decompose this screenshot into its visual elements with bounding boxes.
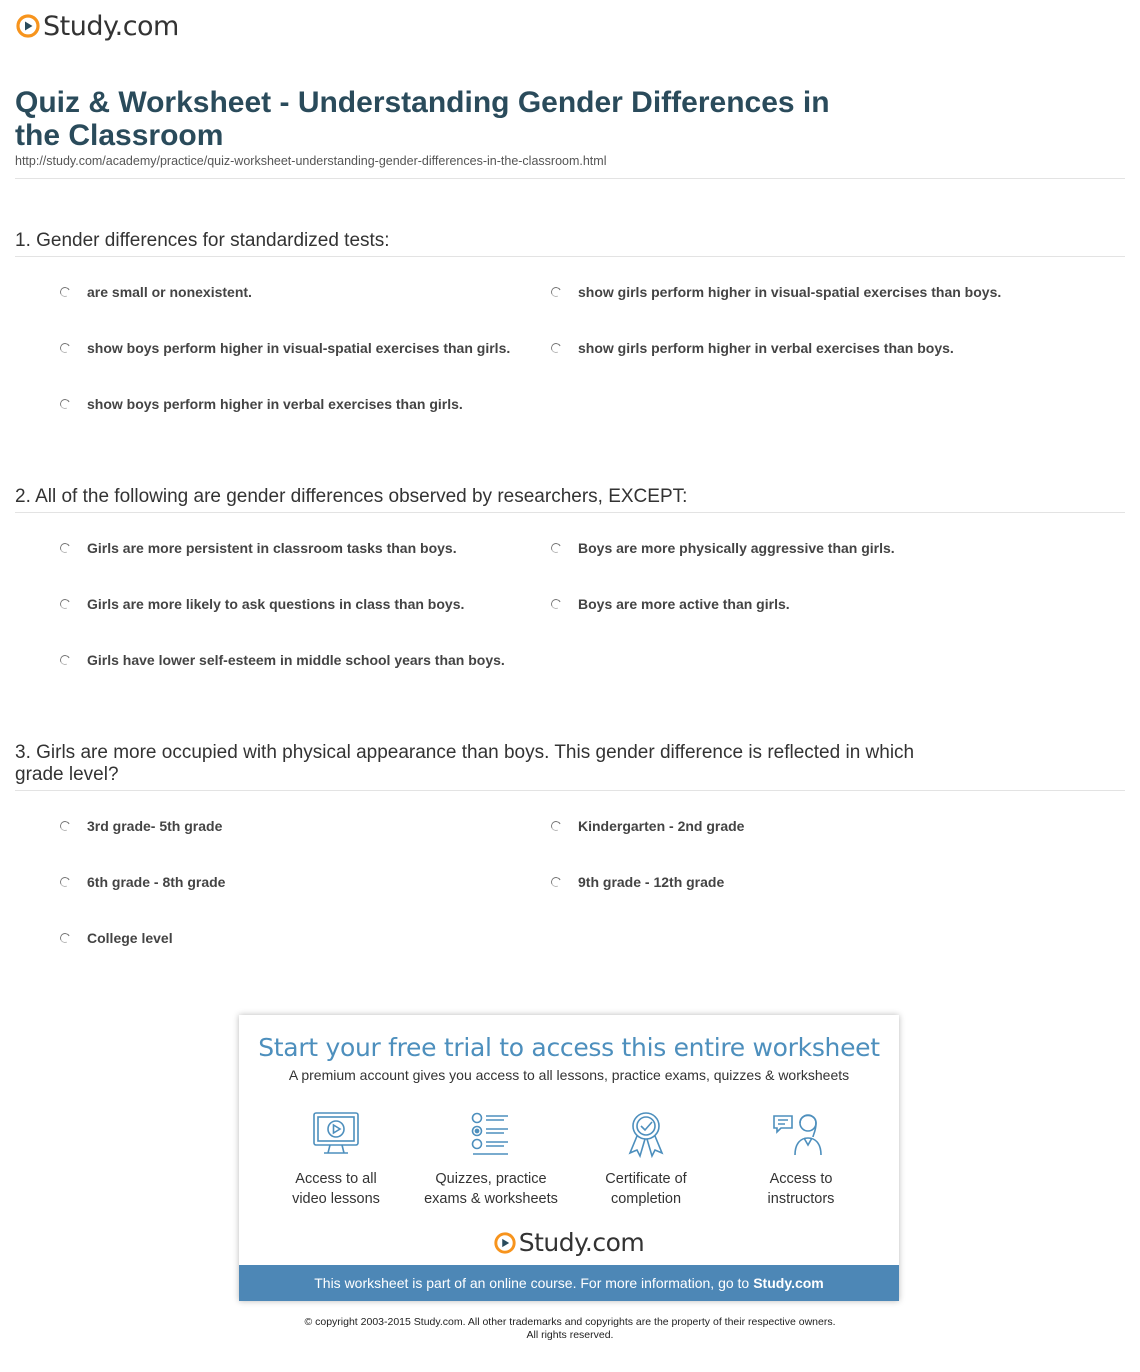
answer-option[interactable] <box>60 652 505 668</box>
answer-label: Boys are more active than girls. <box>578 596 790 612</box>
feature-label-line1: Quizzes, practice <box>435 1171 547 1187</box>
answer-option[interactable] <box>60 818 222 834</box>
radio-button[interactable] <box>550 598 563 611</box>
answer-label: 3rd grade- 5th grade <box>87 818 223 834</box>
answer-option[interactable] <box>551 540 895 556</box>
answer-label: show girls perform higher in verbal exercises than boys. <box>578 340 954 356</box>
feature-label-line1: Access to all <box>295 1171 377 1187</box>
page-url: http://study.com/academy/practice/quiz-worksheet-understanding-gender-differences-in-the-classroom.html <box>15 154 607 168</box>
copyright-line2: All rights reserved. <box>526 1329 614 1341</box>
answer-option[interactable] <box>60 596 464 612</box>
radio-button[interactable] <box>59 542 72 555</box>
quiz-list-icon <box>466 1109 516 1159</box>
answer-label: College level <box>87 930 173 946</box>
answer-option[interactable] <box>551 340 954 356</box>
answer-option[interactable] <box>60 396 463 412</box>
answer-label: Girls have lower self-esteem in middle school years than boys. <box>87 652 505 668</box>
answer-option[interactable] <box>60 930 173 946</box>
radio-button[interactable] <box>59 932 72 945</box>
question-1: 1. Gender differences for standardized tests: <box>15 230 390 251</box>
radio-button[interactable] <box>550 286 563 299</box>
instructor-icon <box>771 1109 831 1159</box>
promo-subtitle: A premium account gives you access to all lessons, practice exams, quizzes & worksheets <box>288 1067 850 1083</box>
course-info-banner <box>239 1265 899 1301</box>
radio-button[interactable] <box>550 820 563 833</box>
feature-label-line2: exams & worksheets <box>424 1191 558 1207</box>
certificate-icon <box>621 1109 671 1159</box>
radio-button[interactable] <box>59 820 72 833</box>
feature-video-lessons <box>261 1109 411 1209</box>
question-3: 3. Girls are more occupied with physical appearance than boys. This gender difference is reflected in which grade level? <box>15 742 915 785</box>
answer-label: show boys perform higher in visual-spatial exercises than girls. <box>87 340 511 356</box>
answer-option[interactable] <box>551 874 724 890</box>
feature-certificate <box>571 1109 721 1209</box>
answer-option[interactable] <box>60 540 457 556</box>
radio-button[interactable] <box>550 342 563 355</box>
radio-button[interactable] <box>550 542 563 555</box>
divider <box>15 256 1125 257</box>
feature-quizzes <box>416 1109 566 1209</box>
question-2: 2. All of the following are gender differences observed by researchers, EXCEPT: <box>15 486 688 507</box>
study-logo-text: Study.com <box>43 10 179 42</box>
answer-label: Girls are more likely to ask questions in class than boys. <box>87 596 465 612</box>
banner-study-link[interactable]: Study.com <box>753 1275 824 1291</box>
answer-label: 9th grade - 12th grade <box>578 874 725 890</box>
radio-button[interactable] <box>550 876 563 889</box>
radio-button[interactable] <box>59 654 72 667</box>
answer-label: Boys are more physically aggressive than girls. <box>578 540 895 556</box>
answer-option[interactable] <box>551 596 790 612</box>
answer-option[interactable] <box>60 340 510 356</box>
answer-option[interactable] <box>60 284 252 300</box>
radio-button[interactable] <box>59 286 72 299</box>
study-logo-icon <box>16 14 40 38</box>
answer-label: Girls are more persistent in classroom tasks than boys. <box>87 540 457 556</box>
radio-button[interactable] <box>59 342 72 355</box>
radio-button[interactable] <box>59 398 72 411</box>
answer-label: show boys perform higher in verbal exercises than girls. <box>87 396 463 412</box>
answer-option[interactable] <box>551 284 1001 300</box>
divider <box>15 512 1125 513</box>
answer-label: are small or nonexistent. <box>87 284 252 300</box>
feature-label-line1: Access to <box>769 1171 833 1187</box>
copyright-line1: © copyright 2003-2015 Study.com. All other trademarks and copyrights are the property of their respective owners. <box>304 1316 836 1328</box>
divider <box>15 790 1125 791</box>
free-trial-promo <box>239 1015 899 1301</box>
study-logo[interactable] <box>16 10 179 42</box>
answer-label: 6th grade - 8th grade <box>87 874 226 890</box>
divider <box>15 178 1125 179</box>
feature-label-line2: video lessons <box>292 1191 380 1207</box>
answer-option[interactable] <box>60 874 225 890</box>
feature-label-line2: instructors <box>767 1191 835 1207</box>
answer-option[interactable] <box>551 818 744 834</box>
radio-button[interactable] <box>59 876 72 889</box>
feature-label-line2: completion <box>610 1191 682 1207</box>
radio-button[interactable] <box>59 598 72 611</box>
answer-label: show girls perform higher in visual-spatial exercises than boys. <box>578 284 1002 300</box>
copyright-footer <box>0 1316 1140 1342</box>
promo-title[interactable]: Start your free trial to access this entire worksheet <box>258 1033 880 1062</box>
feature-label-line1: Certificate of <box>605 1171 687 1187</box>
video-lesson-icon <box>311 1109 361 1159</box>
answer-label: Kindergarten - 2nd grade <box>578 818 745 834</box>
promo-study-logo[interactable] <box>239 1228 899 1257</box>
page-title: Quiz & Worksheet - Understanding Gender Differences in the Classroom <box>15 86 830 152</box>
banner-text: This worksheet is part of an online course. For more information, go to <box>314 1275 750 1291</box>
study-logo-text: Study.com <box>518 1228 645 1257</box>
feature-instructors <box>726 1109 876 1209</box>
study-logo-icon <box>494 1232 516 1254</box>
